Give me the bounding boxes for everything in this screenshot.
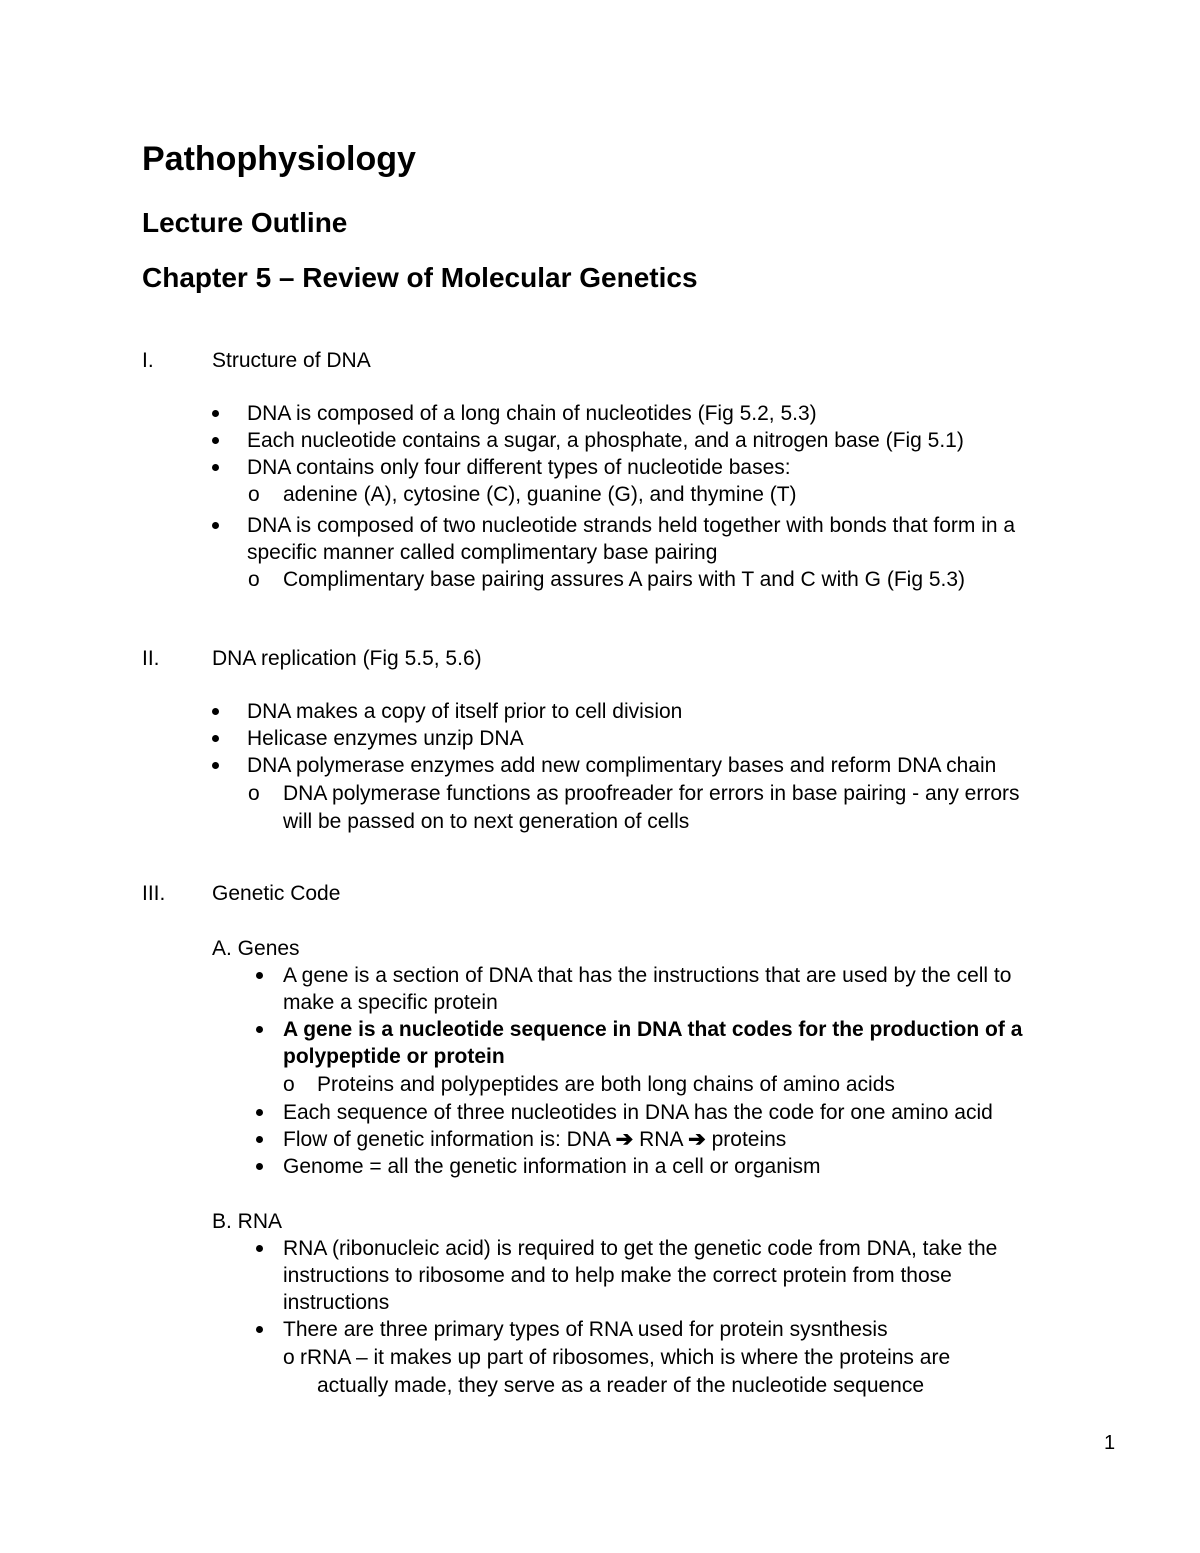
doc-subtitle: Lecture Outline: [142, 207, 348, 238]
bullet-icon: [256, 1109, 263, 1116]
list-item-continuation: specific manner called complimentary base pairing: [247, 541, 718, 564]
list-item-continuation: make a specific protein: [283, 991, 498, 1014]
list-item-flow: [283, 1126, 786, 1153]
list-item: Genome = all the genetic information in a cell or organism: [283, 1155, 821, 1178]
bullet-icon: [212, 762, 219, 769]
subsection-title: A. Genes: [212, 937, 300, 960]
list-item: adenine (A), cytosine (C), guanine (G), and thymine (T): [283, 483, 797, 506]
section-number: I.: [142, 349, 154, 372]
bullet-icon: [256, 1245, 263, 1252]
list-item: Proteins and polypeptides are both long chains of amino acids: [317, 1073, 895, 1096]
bullet-icon: [256, 1136, 263, 1143]
section-title: Genetic Code: [212, 882, 341, 905]
bullet-icon: [212, 437, 219, 444]
bullet-icon: [212, 410, 219, 417]
list-item: DNA is composed of two nucleotide strands held together with bonds that form in a: [247, 514, 1016, 537]
list-item-bold: A gene is a nucleotide sequence in DNA that codes for the production of a: [283, 1018, 1023, 1041]
list-item-continuation: instructions: [283, 1291, 390, 1314]
flow-text-proteins: proteins: [711, 1128, 787, 1151]
doc-title: Pathophysiology: [142, 140, 416, 178]
bullet-icon: [212, 735, 219, 742]
list-item-continuation: actually made, they serve as a reader of the nucleotide sequence: [317, 1374, 925, 1397]
arrow-right-icon: ➔: [688, 1128, 706, 1151]
flow-text-dna: Flow of genetic information is: DNA: [283, 1128, 610, 1151]
bullet-icon: [256, 1163, 263, 1170]
list-item-continuation: will be passed on to next generation of cells: [283, 810, 690, 833]
list-item: DNA contains only four different types of nucleotide bases:: [247, 456, 791, 479]
bullet-icon: [212, 464, 219, 471]
sub-bullet-icon: o: [248, 483, 260, 506]
list-item: DNA makes a copy of itself prior to cell division: [247, 700, 683, 723]
list-item: A gene is a section of DNA that has the instructions that are used by the cell to: [283, 964, 1012, 987]
list-item-continuation: instructions to ribosome and to help make the correct protein from those: [283, 1264, 952, 1287]
list-item: Each sequence of three nucleotides in DNA has the code for one amino acid: [283, 1101, 993, 1124]
bullet-icon: [256, 1026, 263, 1033]
list-item: DNA is composed of a long chain of nucleotides (Fig 5.2, 5.3): [247, 402, 817, 425]
sub-bullet-icon: o: [248, 782, 260, 805]
section-number: III.: [142, 882, 166, 905]
section-number: II.: [142, 647, 160, 670]
bullet-icon: [256, 1326, 263, 1333]
list-item: Helicase enzymes unzip DNA: [247, 727, 524, 750]
chapter-heading: Chapter 5 – Review of Molecular Genetics: [142, 262, 698, 293]
subsection-title: B. RNA: [212, 1210, 283, 1233]
list-item: rRNA – it makes up part of ribosomes, which is where the proteins are: [300, 1346, 951, 1369]
bullet-icon: [212, 522, 219, 529]
list-item: DNA polymerase functions as proofreader for errors in base pairing - any errors: [283, 782, 1020, 805]
list-item: There are three primary types of RNA used for protein sysnthesis: [283, 1318, 888, 1341]
sub-bullet-icon: o: [283, 1073, 295, 1096]
section-title: Structure of DNA: [212, 349, 371, 372]
bullet-icon: [212, 708, 219, 715]
sub-bullet-icon: o: [283, 1346, 295, 1369]
sub-bullet-icon: o: [248, 568, 260, 591]
bullet-icon: [256, 972, 263, 979]
list-item: Complimentary base pairing assures A pairs with T and C with G (Fig 5.3): [283, 568, 966, 591]
list-item: Each nucleotide contains a sugar, a phosphate, and a nitrogen base (Fig 5.1): [247, 429, 964, 452]
flow-text-rna: RNA: [639, 1128, 683, 1151]
list-item-bold-continuation: polypeptide or protein: [283, 1045, 505, 1068]
list-item: RNA (ribonucleic acid) is required to get the genetic code from DNA, take the: [283, 1237, 998, 1260]
list-item: DNA polymerase enzymes add new complimentary bases and reform DNA chain: [247, 754, 997, 777]
page-number: 1: [1104, 1432, 1116, 1454]
arrow-right-icon: ➔: [615, 1128, 634, 1151]
section-title: DNA replication (Fig 5.5, 5.6): [212, 647, 482, 670]
